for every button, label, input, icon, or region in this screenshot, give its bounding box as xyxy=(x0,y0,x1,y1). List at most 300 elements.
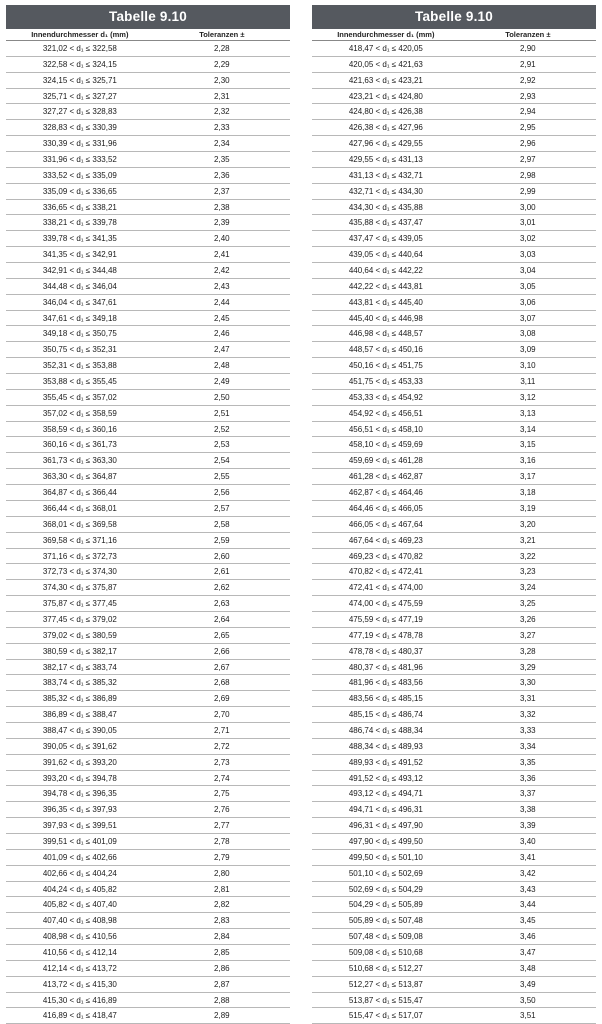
table-row xyxy=(6,215,290,231)
diameter-range-cell: 510,68 < d₁ ≤ 512,27 xyxy=(348,963,423,973)
tolerance-cell: 2,40 xyxy=(214,234,230,244)
table-row xyxy=(6,358,290,374)
diameter-range-cell: 321,02 < d₁ ≤ 322,58 xyxy=(42,44,117,53)
table-row xyxy=(6,564,290,580)
table-row xyxy=(6,295,290,311)
diameter-range-cell: 459,69 < d₁ ≤ 461,28 xyxy=(348,456,423,466)
diameter-range-cell: 443,81 < d₁ ≤ 445,40 xyxy=(348,297,423,307)
tolerance-cell: 3,09 xyxy=(520,345,536,355)
tolerance-cell: 3,33 xyxy=(520,725,536,735)
table-row xyxy=(6,755,290,771)
diameter-range-cell: 375,87 < d₁ ≤ 377,45 xyxy=(42,599,117,609)
tolerance-cell: 3,22 xyxy=(520,551,536,561)
table-row xyxy=(6,41,290,57)
tolerance-cell: 3,27 xyxy=(520,630,536,640)
diameter-range-cell: 462,87 < d₁ ≤ 464,46 xyxy=(348,488,423,498)
table-row xyxy=(6,707,290,723)
diameter-range-cell: 388,47 < d₁ ≤ 390,05 xyxy=(42,725,117,735)
tolerance-cell: 3,41 xyxy=(520,852,536,862)
tolerance-cell: 3,08 xyxy=(520,329,536,339)
table-row xyxy=(312,755,596,771)
tolerance-cell: 2,94 xyxy=(520,107,536,117)
diameter-range-cell: 402,66 < d₁ ≤ 404,24 xyxy=(42,868,117,878)
tolerance-cell: 2,78 xyxy=(214,836,230,846)
tolerance-table-right xyxy=(312,5,596,1024)
tolerance-cell: 2,98 xyxy=(520,170,536,180)
tolerance-cell: 2,64 xyxy=(214,614,230,624)
table-row xyxy=(6,279,290,295)
tolerance-cell: 3,00 xyxy=(520,202,536,212)
table-row xyxy=(6,89,290,105)
table-row xyxy=(6,120,290,136)
tolerance-cell: 3,31 xyxy=(520,694,536,704)
diameter-range-cell: 344,48 < d₁ ≤ 346,04 xyxy=(42,281,117,291)
table-row xyxy=(312,993,596,1009)
diameter-range-cell: 466,05 < d₁ ≤ 467,64 xyxy=(348,519,423,529)
tolerance-cell: 2,51 xyxy=(214,408,230,418)
tolerance-cell: 3,43 xyxy=(520,884,536,894)
table-row xyxy=(312,168,596,184)
table-row xyxy=(6,660,290,676)
tolerance-cell: 2,85 xyxy=(214,947,230,957)
table-row xyxy=(312,1008,596,1024)
table-row xyxy=(312,818,596,834)
diameter-range-cell: 485,15 < d₁ ≤ 486,74 xyxy=(348,710,423,720)
tolerance-cell: 2,83 xyxy=(214,916,230,926)
table-row xyxy=(6,168,290,184)
table-row xyxy=(6,723,290,739)
table-row xyxy=(6,834,290,850)
diameter-range-cell: 401,09 < d₁ ≤ 402,66 xyxy=(42,852,117,862)
table-row xyxy=(312,961,596,977)
table-row xyxy=(6,818,290,834)
table-row xyxy=(312,929,596,945)
table-row xyxy=(6,675,290,691)
table-row xyxy=(6,437,290,453)
table-row xyxy=(312,723,596,739)
tolerance-cell: 3,15 xyxy=(520,440,536,450)
table-row xyxy=(312,326,596,342)
table-row xyxy=(6,596,290,612)
diameter-range-cell: 504,29 < d₁ ≤ 505,89 xyxy=(348,900,423,910)
tolerance-cell: 3,13 xyxy=(520,408,536,418)
diameter-range-cell: 350,75 < d₁ ≤ 352,31 xyxy=(42,345,117,355)
tolerance-cell: 3,30 xyxy=(520,678,536,688)
table-row xyxy=(6,993,290,1009)
table-row xyxy=(6,866,290,882)
table-row xyxy=(312,691,596,707)
diameter-range-cell: 357,02 < d₁ ≤ 358,59 xyxy=(42,408,117,418)
tolerance-cell: 2,92 xyxy=(520,75,536,85)
tolerance-cell: 2,62 xyxy=(214,583,230,593)
tolerance-cell: 3,05 xyxy=(520,281,536,291)
diameter-range-cell: 486,74 < d₁ ≤ 488,34 xyxy=(348,725,423,735)
diameter-range-cell: 478,78 < d₁ ≤ 480,37 xyxy=(348,646,423,656)
tolerance-cell: 2,84 xyxy=(214,932,230,942)
tolerance-cell: 2,72 xyxy=(214,741,230,751)
diameter-range-cell: 407,40 < d₁ ≤ 408,98 xyxy=(42,916,117,926)
diameter-range-cell: 325,71 < d₁ ≤ 327,27 xyxy=(42,91,117,101)
tolerance-cell: 2,32 xyxy=(214,107,230,117)
table-row xyxy=(312,644,596,660)
table-row xyxy=(6,739,290,755)
tolerance-cell: 2,76 xyxy=(214,805,230,815)
table-row xyxy=(312,850,596,866)
table-row xyxy=(312,342,596,358)
table-row xyxy=(6,628,290,644)
tolerance-cell: 2,61 xyxy=(214,567,230,577)
tolerance-cell: 2,58 xyxy=(214,519,230,529)
table-row xyxy=(312,913,596,929)
tolerance-cell: 2,45 xyxy=(214,313,230,323)
tolerance-table-left xyxy=(6,5,290,1024)
table-row xyxy=(312,660,596,676)
table-row xyxy=(312,517,596,533)
tolerance-cell: 3,12 xyxy=(520,392,536,402)
tolerance-cell: 2,39 xyxy=(214,218,230,228)
diameter-range-cell: 489,93 < d₁ ≤ 491,52 xyxy=(348,757,423,767)
table-row xyxy=(312,628,596,644)
table-row xyxy=(6,786,290,802)
diameter-range-cell: 415,30 < d₁ ≤ 416,89 xyxy=(42,995,117,1005)
table-header xyxy=(312,29,596,41)
diameter-range-cell: 338,21 < d₁ ≤ 339,78 xyxy=(42,218,117,228)
tolerance-cell: 2,44 xyxy=(214,297,230,307)
diameter-range-cell: 413,72 < d₁ ≤ 415,30 xyxy=(42,979,117,989)
diameter-range-cell: 424,80 < d₁ ≤ 426,38 xyxy=(348,107,423,117)
tolerance-cell: 2,42 xyxy=(214,266,230,276)
diameter-range-cell: 493,12 < d₁ ≤ 494,71 xyxy=(348,789,423,799)
diameter-range-cell: 423,21 < d₁ ≤ 424,80 xyxy=(348,91,423,101)
diameter-range-cell: 394,78 < d₁ ≤ 396,35 xyxy=(42,789,117,799)
tolerance-cell: 3,37 xyxy=(520,789,536,799)
tolerance-cell: 2,43 xyxy=(214,281,230,291)
table-row xyxy=(6,152,290,168)
tolerance-cell: 2,37 xyxy=(214,186,230,196)
tolerance-cell: 2,81 xyxy=(214,884,230,894)
diameter-range-cell: 488,34 < d₁ ≤ 489,93 xyxy=(348,741,423,751)
diameter-range-cell: 368,01 < d₁ ≤ 369,58 xyxy=(42,519,117,529)
table-row xyxy=(6,501,290,517)
tolerance-cell: 2,87 xyxy=(214,979,230,989)
column-header-diameter: Innendurchmesser d₁ (mm) xyxy=(31,30,129,39)
tolerance-cell: 2,82 xyxy=(214,900,230,910)
tolerance-cell: 2,77 xyxy=(214,821,230,831)
diameter-range-cell: 374,30 < d₁ ≤ 375,87 xyxy=(42,583,117,593)
diameter-range-cell: 360,16 < d₁ ≤ 361,73 xyxy=(42,440,117,450)
tolerance-cell: 2,48 xyxy=(214,361,230,371)
diameter-range-cell: 404,24 < d₁ ≤ 405,82 xyxy=(42,884,117,894)
tolerance-cell: 3,44 xyxy=(520,900,536,910)
tolerance-cell: 2,91 xyxy=(520,59,536,69)
table-row xyxy=(6,945,290,961)
diameter-range-cell: 385,32 < d₁ ≤ 386,89 xyxy=(42,694,117,704)
table-row xyxy=(6,136,290,152)
table-row xyxy=(6,374,290,390)
tolerance-cell: 2,96 xyxy=(520,139,536,149)
table-row xyxy=(312,215,596,231)
diameter-range-cell: 383,74 < d₁ ≤ 385,32 xyxy=(42,678,117,688)
table-row xyxy=(6,913,290,929)
diameter-range-cell: 380,59 < d₁ ≤ 382,17 xyxy=(42,646,117,656)
tolerance-cell: 2,99 xyxy=(520,186,536,196)
table-row xyxy=(6,73,290,89)
table-row xyxy=(312,152,596,168)
tolerance-cell: 2,36 xyxy=(214,170,230,180)
diameter-range-cell: 513,87 < d₁ ≤ 515,47 xyxy=(348,995,423,1005)
tolerance-cell: 3,02 xyxy=(520,234,536,244)
table-row xyxy=(6,311,290,327)
diameter-range-cell: 372,73 < d₁ ≤ 374,30 xyxy=(42,567,117,577)
table-row xyxy=(6,549,290,565)
diameter-range-cell: 339,78 < d₁ ≤ 341,35 xyxy=(42,234,117,244)
diameter-range-cell: 426,38 < d₁ ≤ 427,96 xyxy=(348,123,423,133)
table-row xyxy=(312,596,596,612)
tolerance-cell: 3,23 xyxy=(520,567,536,577)
tolerance-cell: 2,34 xyxy=(214,139,230,149)
tolerance-cell: 3,32 xyxy=(520,710,536,720)
table-row xyxy=(312,549,596,565)
tolerance-cell: 3,42 xyxy=(520,868,536,878)
tolerance-cell: 3,47 xyxy=(520,947,536,957)
tolerance-cell: 3,19 xyxy=(520,503,536,513)
table-row xyxy=(312,453,596,469)
diameter-range-cell: 363,30 < d₁ ≤ 364,87 xyxy=(42,472,117,482)
tolerance-cell: 2,46 xyxy=(214,329,230,339)
diameter-range-cell: 464,46 < d₁ ≤ 466,05 xyxy=(348,503,423,513)
table-row xyxy=(312,104,596,120)
table-row xyxy=(312,200,596,216)
diameter-range-cell: 396,35 < d₁ ≤ 397,93 xyxy=(42,805,117,815)
table-row xyxy=(6,580,290,596)
tolerance-cell: 3,11 xyxy=(520,377,536,387)
tolerance-cell: 3,21 xyxy=(520,535,536,545)
table-row xyxy=(312,57,596,73)
tolerance-cell: 3,04 xyxy=(520,266,536,276)
diameter-range-cell: 382,17 < d₁ ≤ 383,74 xyxy=(42,662,117,672)
diameter-range-cell: 353,88 < d₁ ≤ 355,45 xyxy=(42,377,117,387)
diameter-range-cell: 333,52 < d₁ ≤ 335,09 xyxy=(42,170,117,180)
tolerance-cell: 2,54 xyxy=(214,456,230,466)
diameter-range-cell: 427,96 < d₁ ≤ 429,55 xyxy=(348,139,423,149)
table-row xyxy=(6,802,290,818)
table-row xyxy=(6,882,290,898)
tolerance-cell: 2,67 xyxy=(214,662,230,672)
tolerance-cell: 3,28 xyxy=(520,646,536,656)
table-row xyxy=(6,390,290,406)
diameter-range-cell: 335,09 < d₁ ≤ 336,65 xyxy=(42,186,117,196)
tolerance-cell: 2,31 xyxy=(214,91,230,101)
tolerance-cell: 3,18 xyxy=(520,488,536,498)
tolerance-cell: 3,51 xyxy=(520,1011,536,1021)
table-row xyxy=(6,612,290,628)
diameter-range-cell: 399,51 < d₁ ≤ 401,09 xyxy=(42,836,117,846)
table-row xyxy=(6,1008,290,1024)
diameter-range-cell: 461,28 < d₁ ≤ 462,87 xyxy=(348,472,423,482)
diameter-range-cell: 327,27 < d₁ ≤ 328,83 xyxy=(42,107,117,117)
tolerance-cell: 3,14 xyxy=(520,424,536,434)
tolerance-cell: 3,26 xyxy=(520,614,536,624)
table-row xyxy=(312,802,596,818)
tolerance-cell: 2,35 xyxy=(214,155,230,165)
diameter-range-cell: 328,83 < d₁ ≤ 330,39 xyxy=(42,123,117,133)
tolerance-cell: 2,88 xyxy=(214,995,230,1005)
table-row xyxy=(312,739,596,755)
diameter-range-cell: 331,96 < d₁ ≤ 333,52 xyxy=(42,155,117,165)
diameter-range-cell: 481,96 < d₁ ≤ 483,56 xyxy=(348,678,423,688)
table-row xyxy=(6,422,290,438)
table-row xyxy=(6,533,290,549)
diameter-range-cell: 416,89 < d₁ ≤ 418,47 xyxy=(42,1011,117,1021)
diameter-range-cell: 429,55 < d₁ ≤ 431,13 xyxy=(348,155,423,165)
tolerance-cell: 3,34 xyxy=(520,741,536,751)
table-row xyxy=(6,342,290,358)
table-row xyxy=(6,850,290,866)
tolerance-cell: 2,70 xyxy=(214,710,230,720)
table-row xyxy=(312,184,596,200)
table-row xyxy=(6,771,290,787)
diameter-range-cell: 418,47 < d₁ ≤ 420,05 xyxy=(348,44,423,53)
tolerance-cell: 2,89 xyxy=(214,1011,230,1021)
table-row xyxy=(312,771,596,787)
table-row xyxy=(312,311,596,327)
tolerance-cell: 3,17 xyxy=(520,472,536,482)
table-row xyxy=(312,866,596,882)
table-row xyxy=(312,612,596,628)
table-row xyxy=(312,120,596,136)
tolerance-cell: 2,53 xyxy=(214,440,230,450)
diameter-range-cell: 480,37 < d₁ ≤ 481,96 xyxy=(348,662,423,672)
diameter-range-cell: 390,05 < d₁ ≤ 391,62 xyxy=(42,741,117,751)
tolerance-cell: 2,65 xyxy=(214,630,230,640)
diameter-range-cell: 505,89 < d₁ ≤ 507,48 xyxy=(348,916,423,926)
diameter-range-cell: 434,30 < d₁ ≤ 435,88 xyxy=(348,202,423,212)
diameter-range-cell: 397,93 < d₁ ≤ 399,51 xyxy=(42,821,117,831)
tolerance-cell: 2,29 xyxy=(214,59,230,69)
tolerance-cell: 2,95 xyxy=(520,123,536,133)
diameter-range-cell: 451,75 < d₁ ≤ 453,33 xyxy=(348,377,423,387)
diameter-range-cell: 377,45 < d₁ ≤ 379,02 xyxy=(42,614,117,624)
diameter-range-cell: 515,47 < d₁ ≤ 517,07 xyxy=(348,1011,423,1021)
tolerance-cell: 2,86 xyxy=(214,963,230,973)
tolerance-cell: 3,06 xyxy=(520,297,536,307)
table-row xyxy=(312,279,596,295)
tolerance-cell: 3,16 xyxy=(520,456,536,466)
tolerance-cell: 3,48 xyxy=(520,963,536,973)
diameter-range-cell: 432,71 < d₁ ≤ 434,30 xyxy=(348,186,423,196)
diameter-range-cell: 386,89 < d₁ ≤ 388,47 xyxy=(42,710,117,720)
diameter-range-cell: 439,05 < d₁ ≤ 440,64 xyxy=(348,250,423,260)
tolerance-cell: 3,46 xyxy=(520,932,536,942)
table-row xyxy=(312,73,596,89)
table-row xyxy=(312,358,596,374)
diameter-range-cell: 474,00 < d₁ ≤ 475,59 xyxy=(348,599,423,609)
table-row xyxy=(6,517,290,533)
table-row xyxy=(312,945,596,961)
tolerance-cell: 2,52 xyxy=(214,424,230,434)
diameter-range-cell: 456,51 < d₁ ≤ 458,10 xyxy=(348,424,423,434)
diameter-range-cell: 364,87 < d₁ ≤ 366,44 xyxy=(42,488,117,498)
table-row xyxy=(312,247,596,263)
table-row xyxy=(312,469,596,485)
diameter-range-cell: 336,65 < d₁ ≤ 338,21 xyxy=(42,202,117,212)
column-header-diameter: Innendurchmesser d₁ (mm) xyxy=(337,30,435,39)
table-row xyxy=(6,231,290,247)
tolerance-cell: 3,10 xyxy=(520,361,536,371)
table-row xyxy=(312,89,596,105)
table-body xyxy=(312,41,596,1024)
tolerance-cell: 2,90 xyxy=(520,44,536,53)
diameter-range-cell: 408,98 < d₁ ≤ 410,56 xyxy=(42,932,117,942)
tolerance-cell: 2,57 xyxy=(214,503,230,513)
diameter-range-cell: 324,15 < d₁ ≤ 325,71 xyxy=(42,75,117,85)
diameter-range-cell: 330,39 < d₁ ≤ 331,96 xyxy=(42,139,117,149)
tolerance-cell: 3,29 xyxy=(520,662,536,672)
table-row xyxy=(6,104,290,120)
diameter-range-cell: 379,02 < d₁ ≤ 380,59 xyxy=(42,630,117,640)
table-row xyxy=(6,453,290,469)
table-row xyxy=(6,326,290,342)
table-row xyxy=(312,675,596,691)
tolerance-cell: 2,38 xyxy=(214,202,230,212)
diameter-range-cell: 405,82 < d₁ ≤ 407,40 xyxy=(42,900,117,910)
diameter-range-cell: 421,63 < d₁ ≤ 423,21 xyxy=(348,75,423,85)
table-row xyxy=(6,977,290,993)
diameter-range-cell: 347,61 < d₁ ≤ 349,18 xyxy=(42,313,117,323)
diameter-range-cell: 502,69 < d₁ ≤ 504,29 xyxy=(348,884,423,894)
table-row xyxy=(6,184,290,200)
diameter-range-cell: 431,13 < d₁ ≤ 432,71 xyxy=(348,170,423,180)
diameter-range-cell: 358,59 < d₁ ≤ 360,16 xyxy=(42,424,117,434)
tolerance-cell: 3,36 xyxy=(520,773,536,783)
diameter-range-cell: 352,31 < d₁ ≤ 353,88 xyxy=(42,361,117,371)
table-row xyxy=(312,41,596,57)
table-row xyxy=(312,897,596,913)
table-row xyxy=(6,897,290,913)
table-row xyxy=(312,437,596,453)
tolerance-cell: 3,03 xyxy=(520,250,536,260)
table-title: Tabelle 9.10 xyxy=(6,5,290,29)
table-row xyxy=(312,580,596,596)
table-row xyxy=(312,231,596,247)
column-header-tolerance: Toleranzen ± xyxy=(505,30,551,39)
tolerance-cell: 3,01 xyxy=(520,218,536,228)
table-row xyxy=(312,406,596,422)
tolerance-cell: 3,39 xyxy=(520,821,536,831)
diameter-range-cell: 497,90 < d₁ ≤ 499,50 xyxy=(348,836,423,846)
tolerance-cell: 3,20 xyxy=(520,519,536,529)
diameter-range-cell: 491,52 < d₁ ≤ 493,12 xyxy=(348,773,423,783)
table-row xyxy=(312,786,596,802)
table-row xyxy=(312,390,596,406)
table-row xyxy=(312,977,596,993)
tolerance-cell: 2,55 xyxy=(214,472,230,482)
diameter-range-cell: 470,82 < d₁ ≤ 472,41 xyxy=(348,567,423,577)
tolerance-cell: 3,40 xyxy=(520,836,536,846)
diameter-range-cell: 349,18 < d₁ ≤ 350,75 xyxy=(42,329,117,339)
diameter-range-cell: 472,41 < d₁ ≤ 474,00 xyxy=(348,583,423,593)
diameter-range-cell: 366,44 < d₁ ≤ 368,01 xyxy=(42,503,117,513)
diameter-range-cell: 371,16 < d₁ ≤ 372,73 xyxy=(42,551,117,561)
tolerance-cell: 2,59 xyxy=(214,535,230,545)
diameter-range-cell: 512,27 < d₁ ≤ 513,87 xyxy=(348,979,423,989)
table-row xyxy=(312,295,596,311)
diameter-range-cell: 467,64 < d₁ ≤ 469,23 xyxy=(348,535,423,545)
diameter-range-cell: 346,04 < d₁ ≤ 347,61 xyxy=(42,297,117,307)
tolerance-cell: 3,24 xyxy=(520,583,536,593)
diameter-range-cell: 483,56 < d₁ ≤ 485,15 xyxy=(348,694,423,704)
tolerance-cell: 3,38 xyxy=(520,805,536,815)
